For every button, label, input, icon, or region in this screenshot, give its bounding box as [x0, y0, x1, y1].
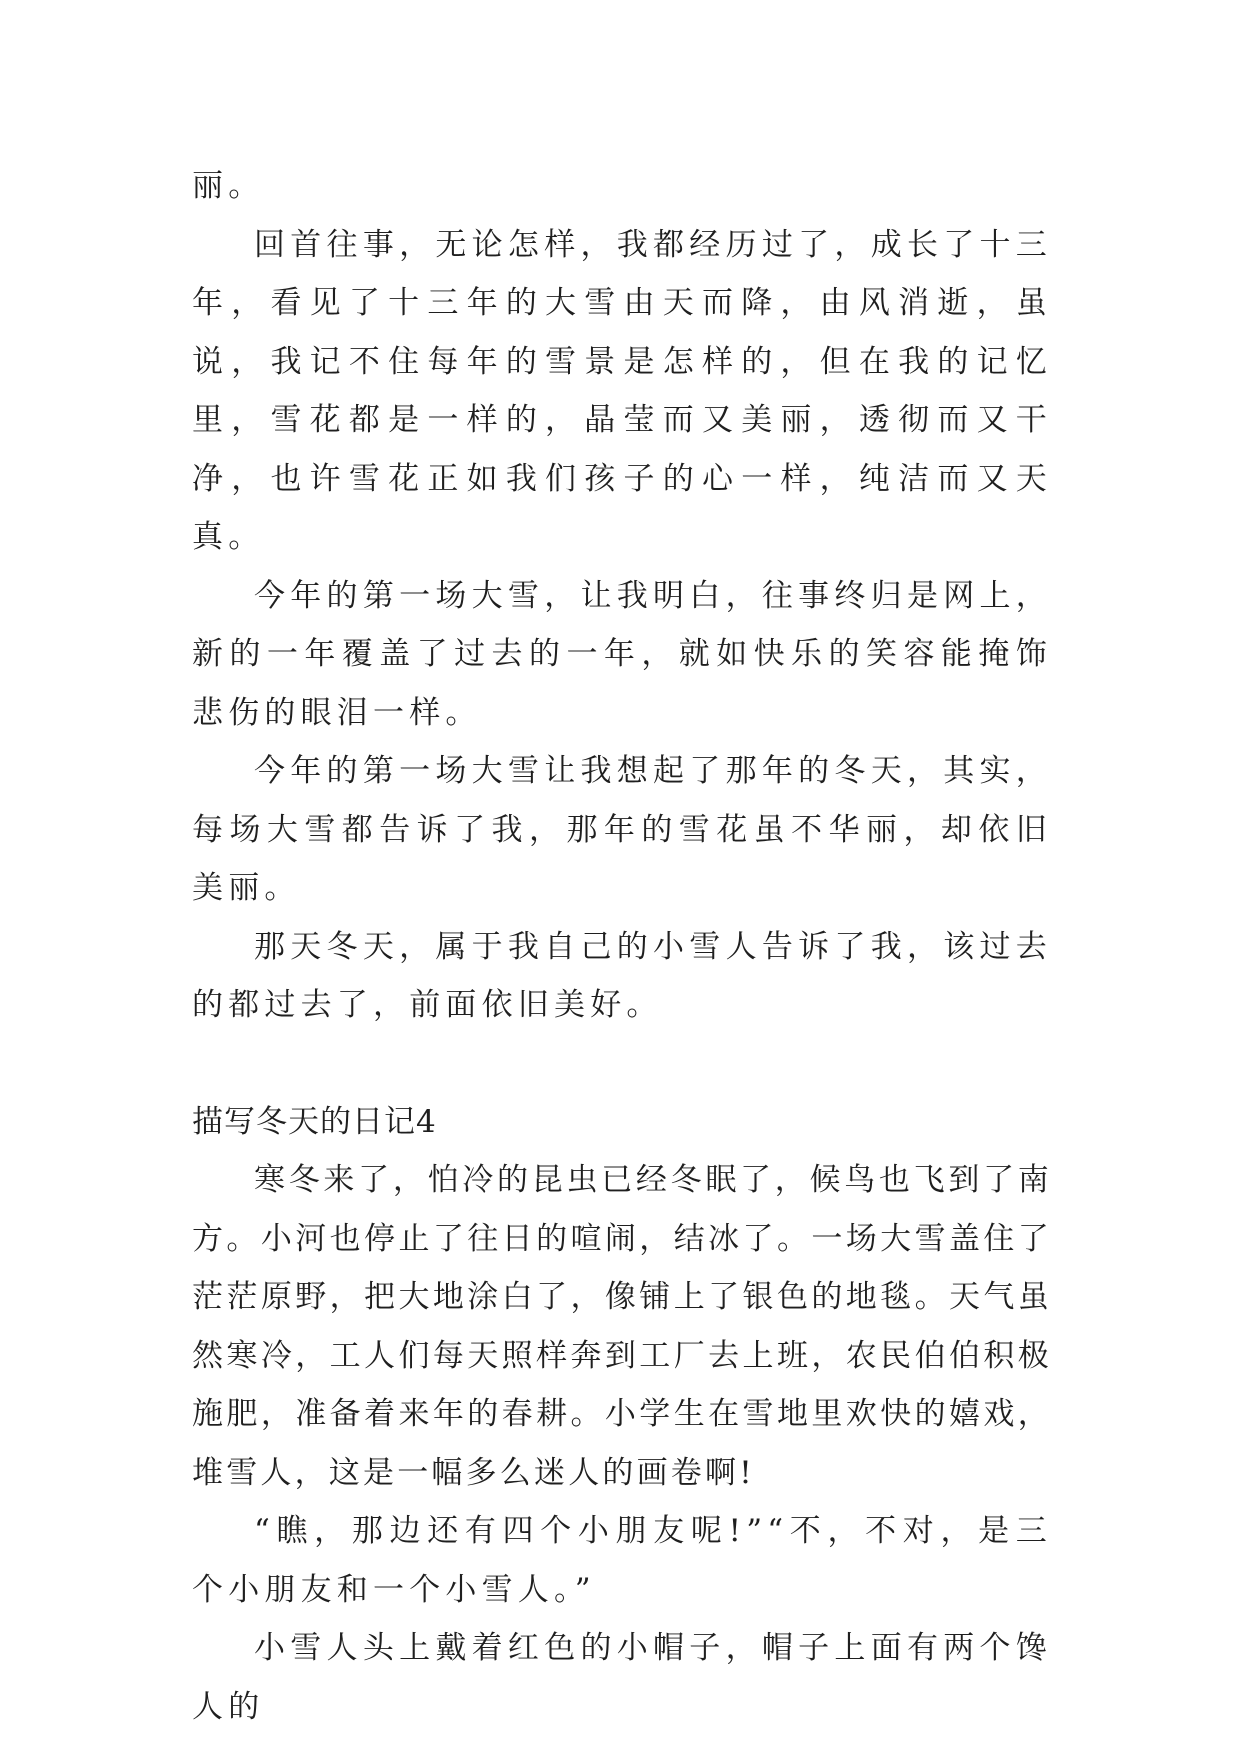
section-heading: 描写冬天的日记4	[192, 1103, 437, 1140]
document-body	[192, 157, 1052, 1736]
carryover-line: 丽。	[192, 168, 265, 204]
paragraph-snowman-told: 那天冬天，属于我自己的小雪人告诉了我，该过去的都过去了，前面依旧美好。	[192, 928, 1052, 1023]
paragraph-first-snow: 今年的第一场大雪，让我明白，往事终归是网上，新的一年覆盖了过去的一年，就如快乐的笑容能掩饰悲伤的眼泪一样。	[192, 577, 1052, 731]
paragraph-snowman-hat: 小雪人头上戴着红色的小帽子，帽子上面有两个馋人的	[192, 1630, 1052, 1725]
paragraph-that-winter: 今年的第一场大雪让我想起了那年的冬天，其实，每场大雪都告诉了我，那年的雪花虽不华丽，却依旧美丽。	[192, 753, 1052, 906]
paragraph-winter-scene: 寒冬来了，怕冷的昆虫已经冬眠了，候鸟也飞到了南方。小河也停止了往日的喧闹，结冰了。一场大雪盖住了茫茫原野，把大地涂白了，像铺上了银色的地毯。天气虽然寒冷，工人们每天照样奔到工厂去上班，农民伯伯积极施肥，准备着来年的春耕。小学生在雪地里欢快的嬉戏，堆雪人，这是一幅多么迷人的画卷啊!	[192, 1162, 1052, 1491]
paragraph-reflection: 回首往事，无论怎样，我都经历过了，成长了十三年，看见了十三年的大雪由天而降，由风消逝，虽说，我记不住每年的雪景是怎样的，但在我的记忆里，雪花都是一样的，晶莹而又美丽，透彻而又干净，也许雪花正如我们孩子的心一样，纯洁而又天真。	[192, 226, 1052, 555]
paragraph-dialogue: “瞧，那边还有四个小朋友呢!”“不，不对，是三个小朋友和一个小雪人。”	[192, 1513, 1052, 1608]
